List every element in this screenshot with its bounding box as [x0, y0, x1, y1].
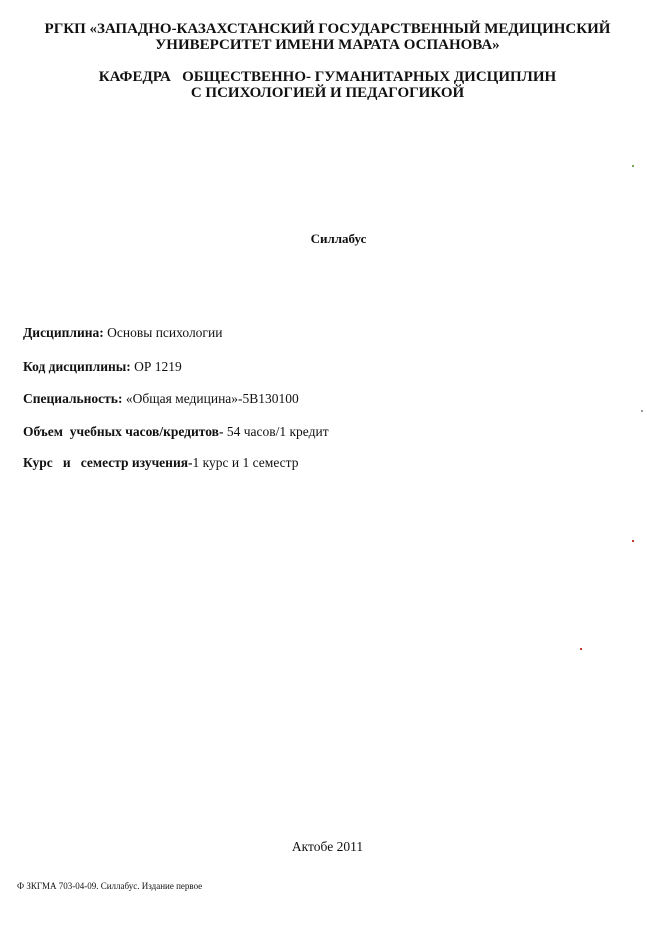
- field-discipline: [23, 325, 222, 341]
- field-label: Специальность:: [23, 391, 123, 406]
- field-label: Объем учебных часов/кредитов-: [23, 424, 224, 439]
- scan-speck: [632, 165, 634, 167]
- field-discipline-code: [23, 359, 182, 375]
- city-year: Актобе 2011: [291, 839, 364, 854]
- organization-name: [0, 21, 647, 53]
- department-name: [0, 69, 647, 101]
- field-specialty: [23, 391, 299, 407]
- organization-line-2: УНИВЕРСИТЕТ ИМЕНИ МАРАТА ОСПАНОВА»: [155, 37, 500, 53]
- form-code: Ф ЗКГМА 703-04-09. Силлабус. Издание первое: [17, 881, 203, 891]
- field-course-semester: [23, 455, 298, 471]
- field-label: Код дисциплины:: [23, 359, 131, 374]
- scan-speck: [632, 540, 634, 542]
- organization-line-1: РГКП «ЗАПАДНО-КАЗАХСТАНСКИЙ ГОСУДАРСТВЕННЫЙ МЕДИЦИНСКИЙ: [44, 21, 611, 37]
- department-line-2: С ПСИХОЛОГИЕЙ И ПЕДАГОГИКОЙ: [190, 85, 465, 101]
- field-label: Дисциплина:: [23, 325, 104, 340]
- field-hours-credits: [23, 424, 329, 440]
- field-value: 1 курс и 1 семестр: [192, 455, 299, 470]
- field-value: 54 часов/1 кредит: [223, 424, 329, 439]
- department-line-1: КАФЕДРА ОБЩЕСТВЕННО- ГУМАНИТАРНЫХ ДИСЦИПЛИН: [98, 69, 557, 85]
- scan-speck: [641, 410, 643, 412]
- field-value: Основы психологии: [103, 325, 223, 340]
- field-value: «Общая медицина»-5В130100: [122, 391, 299, 406]
- scan-speck: [580, 648, 582, 650]
- field-label: Курс и семестр изучения-: [23, 455, 193, 470]
- field-value: ОР 1219: [130, 359, 182, 374]
- document-title: Силлабус: [310, 231, 367, 246]
